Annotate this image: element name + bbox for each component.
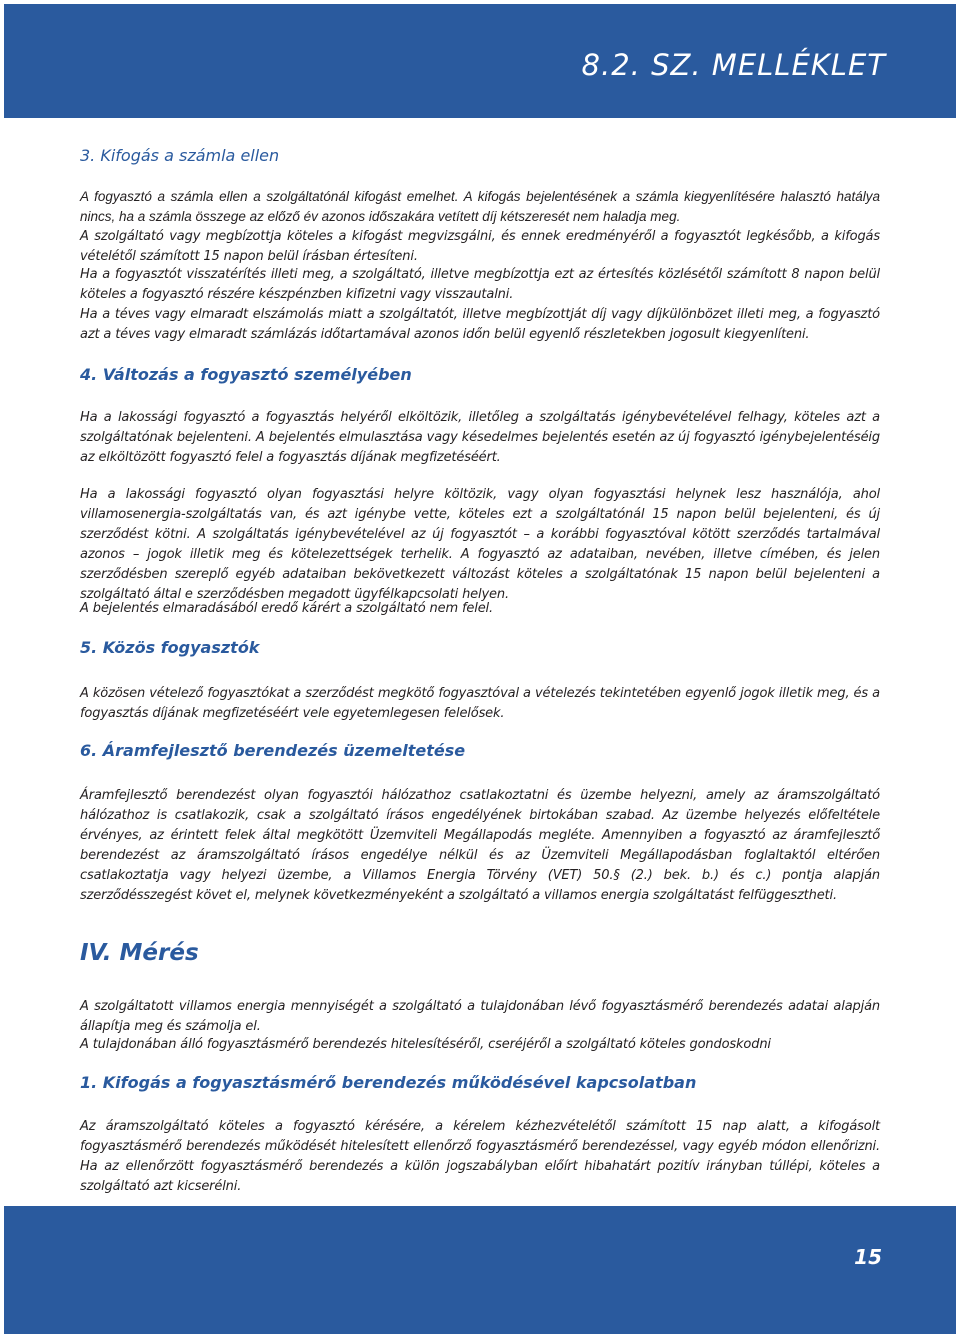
paragraph: Áramfejlesztő berendezést olyan fogyasztói hálózathoz csatlakoztatni és üzembe helyezni, amely az áramszolgáltató hálózathoz is csatlakozik, csak a szolgáltató írásos engedélyének birtokában szabad. Az üzembe helyezés előfeltétele érvényes, az érintett felek által megkötött Üzemviteli Megállapodás megléte. Amennyiben a fogyasztó az áramfejlesztő berendezést az áramszolgáltató írásos engedélye nélkül és az Üzemviteli Megállapodásban foglaltaktól eltérően csatlakoztatja vagy helyezi üzembe, a Villamos Energia Törvény (VET) 50.§ (2.) bek. b.) és c.) pontja alapján szerződésszegést követ el, melynek következményeként a szolgáltató a villamos energia szolgáltatást felfüggesztheti. <box>80 788 880 903</box>
paragraph: A szolgáltatott villamos energia mennyiségét a szolgáltató a tulajdonában lévő fogyasztásmérő berendezés adatai alapján állapítja meg és számolja el. <box>80 999 880 1034</box>
footer-bar <box>4 1206 956 1334</box>
paragraph: Az áramszolgáltató köteles a fogyasztó kérésére, a kérelem kézhezvételétől számított 15 nap alatt, a kifogásolt fogyasztásmérő berendezés működését hitelesített ellenőrző fogyasztásmérő berendezéssel, vagy egyéb módon ellenőrizni. Ha az ellenőrzött fogyasztásmérő berendezés a külön jogszabályban előírt hibahatárt pozitív irányban túllépi, köteles a szolgáltató azt kicserélni. <box>80 1119 880 1194</box>
paragraph: A bejelentés elmaradásából eredő kárért a szolgáltató nem felel. <box>80 601 493 616</box>
section-heading-5: 5. Közös fogyasztók <box>80 638 260 657</box>
chapter-heading-iv: IV. Mérés <box>80 940 199 966</box>
paragraph: A szolgáltató vagy megbízottja köteles a kifogást megvizsgálni, és ennek eredményéről a fogyasztót legkésőbb, a kifogás vételétől számított 15 napon belül írásban értesíteni. <box>80 229 880 264</box>
section-heading-6: 6. Áramfejlesztő berendezés üzemeltetése <box>80 741 466 760</box>
page-title: 8.2. SZ. MELLÉKLET <box>581 48 886 82</box>
section-heading-3: 3. Kifogás a számla ellen <box>80 146 280 165</box>
paragraph: A fogyasztó a számla ellen a szolgáltatónál kifogást emelhet. A kifogás bejelentésének a számla kiegyenlítésére halasztó hatálya nincs, ha a számla összege az előző év azonos időszakára vetített díj kétszeresét nem haladja meg. <box>80 189 880 224</box>
paragraph: Ha a lakossági fogyasztó a fogyasztás helyéről elköltözik, illetőleg a szolgáltatás igénybevételével felhagy, köteles azt a szolgáltatónak bejelenteni. A bejelentés elmulasztása vagy késedelmes bejelentés esetén az új fogyasztó igénybejelentéséig az elköltözött fogyasztó felel a fogyasztás díjának megfizetéséért. <box>80 410 880 465</box>
paragraph: Ha a fogyasztót visszatérítés illeti meg, a szolgáltató, illetve megbízottja ezt az értesítés közlésétől számított 8 napon belül köteles a fogyasztó részére készpénzben kifizetni vagy visszautalni. <box>80 267 880 302</box>
page-number: 15 <box>854 1245 882 1269</box>
section-heading-4: 4. Változás a fogyasztó személyében <box>80 365 412 384</box>
paragraph: A közösen vételező fogyasztókat a szerződést megkötő fogyasztóval a vételezés tekintetében egyenlő jogok illetik meg, és a fogyasztás díjának megfizetéséért vele egyetemlegesen felelősek. <box>80 686 880 721</box>
paragraph: Ha a téves vagy elmaradt elszámolás miatt a szolgáltatót, illetve megbízottját díj vagy díjkülönbözet illeti meg, a fogyasztó azt a téves vagy elmaradt számlázás időtartamával azonos időn belül egyenlő részletekben jogosult kiegyenlíteni. <box>80 307 880 342</box>
section-heading-iv-1: 1. Kifogás a fogyasztásmérő berendezés működésével kapcsolatban <box>80 1073 697 1092</box>
paragraph: Ha a lakossági fogyasztó olyan fogyasztási helyre költözik, vagy olyan fogyasztási helynek lesz használója, ahol villamosenergia-szolgáltatás van, és azt igénybe vette, köteles ezt a szolgáltatónál 15 napon belül bejelenteni, és új szerződést kötni. A szolgáltatás igénybevételével az új fogyasztót – a korábbi fogyasztóval kötött szerződés tartalmával azonos – jogok illetik meg és kötelezettségek terhelik. A fogyasztó az adataiban, nevében, illetve címében, és jelen szerződésben szereplő egyéb adataiban bekövetkezett változást köteles a szolgáltatónak 15 napon belül bejelenteni a szolgáltató által e szerződésben megadott ügyfélkapcsolati helyen. <box>80 487 880 602</box>
paragraph: A tulajdonában álló fogyasztásmérő berendezés hitelesítéséről, cseréjéről a szolgáltató köteles gondoskodni <box>80 1037 771 1052</box>
